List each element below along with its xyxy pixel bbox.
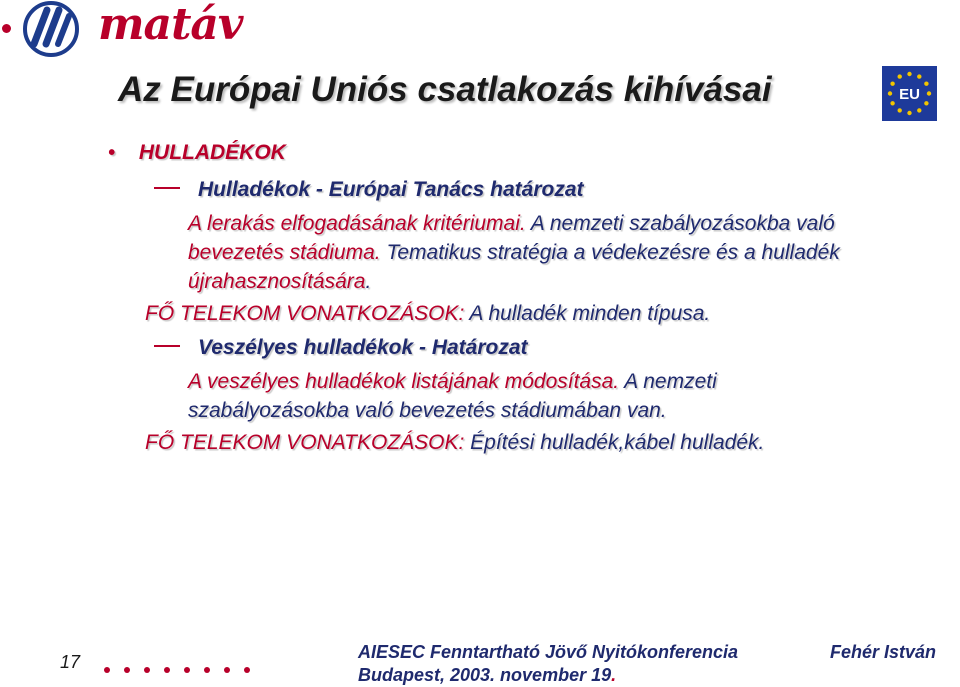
paragraph-2-line-1 bbox=[188, 367, 717, 396]
footer-dot-icon bbox=[164, 667, 170, 673]
footer-dot-icon bbox=[244, 667, 250, 673]
footer-author: Fehér István bbox=[830, 642, 937, 662]
p2-red: A veszélyes hulladékok listájának módosítása. bbox=[188, 370, 620, 393]
p2-line2: szabályozásokba való bevezetés stádiumában van. bbox=[188, 399, 667, 422]
p1-black: A nemzeti szabályozásokba való bbox=[525, 212, 835, 235]
footer-location-date-text: Budapest, 2003. november 19 bbox=[358, 665, 612, 685]
footer-dot-icon bbox=[184, 667, 190, 673]
subheading-2 bbox=[154, 333, 528, 362]
key-telecom-2-label: FŐ TELEKOM VONATKOZÁSOK: bbox=[145, 431, 465, 454]
footer-dot-icon bbox=[144, 667, 150, 673]
subheading-1-text: Hulladékok - Európai Tanács határozat bbox=[198, 178, 584, 201]
subheading-2-text: Veszélyes hulladékok - Határozat bbox=[198, 336, 528, 359]
p1-line3-red: újrahasznosítására bbox=[188, 270, 366, 293]
paragraph-1-line-3 bbox=[188, 267, 371, 296]
p2-black: A nemzeti bbox=[619, 370, 717, 393]
dash-icon bbox=[154, 187, 180, 189]
footer-dots bbox=[104, 660, 264, 678]
bullet-icon: • bbox=[108, 142, 116, 164]
logo-dot bbox=[2, 24, 11, 33]
footer-dot-icon bbox=[104, 667, 110, 673]
matav-logo-icon bbox=[14, 0, 88, 58]
footer-trailing-dot: . bbox=[611, 665, 617, 685]
footer-location-date bbox=[358, 664, 738, 687]
bullet-heading bbox=[108, 138, 286, 168]
page-title: Az Európai Uniós csatlakozás kihívásai bbox=[118, 70, 772, 109]
key-telecom-2 bbox=[145, 428, 764, 457]
subheading-1 bbox=[154, 175, 584, 204]
p1-red: A lerakás elfogadásának kritériumai. bbox=[188, 212, 526, 235]
footer-dot-icon bbox=[204, 667, 210, 673]
footer-dot-icon bbox=[224, 667, 230, 673]
key-telecom-1 bbox=[145, 299, 710, 328]
footer-event bbox=[358, 641, 738, 687]
p1-line3-black: . bbox=[365, 270, 372, 293]
footer-event-name: AIESEC Fenntartható Jövő Nyitókonferencia bbox=[358, 642, 739, 662]
p1-line2-red: bevezetés stádiuma. bbox=[188, 241, 381, 264]
eu-flag-label: EU bbox=[899, 86, 920, 103]
key-telecom-1-text: A hulladék minden típusa. bbox=[464, 302, 711, 325]
key-telecom-1-label: FŐ TELEKOM VONATKOZÁSOK: bbox=[145, 302, 465, 325]
dash-icon bbox=[154, 345, 180, 347]
logo-text: matáv bbox=[98, 0, 243, 50]
paragraph-2-line-2 bbox=[188, 396, 667, 425]
page-number: 17 bbox=[60, 652, 81, 672]
key-telecom-2-text: Építési hulladék,kábel hulladék. bbox=[464, 431, 765, 454]
footer-dot-icon bbox=[124, 667, 130, 673]
p1-line2-black: Tematikus stratégia a védekezésre és a hulladék bbox=[380, 241, 840, 264]
eu-flag-icon bbox=[882, 66, 937, 121]
paragraph-1-line-2 bbox=[188, 238, 840, 267]
paragraph-1-line-1 bbox=[188, 209, 835, 238]
section-heading: HULLADÉKOK bbox=[138, 141, 286, 164]
